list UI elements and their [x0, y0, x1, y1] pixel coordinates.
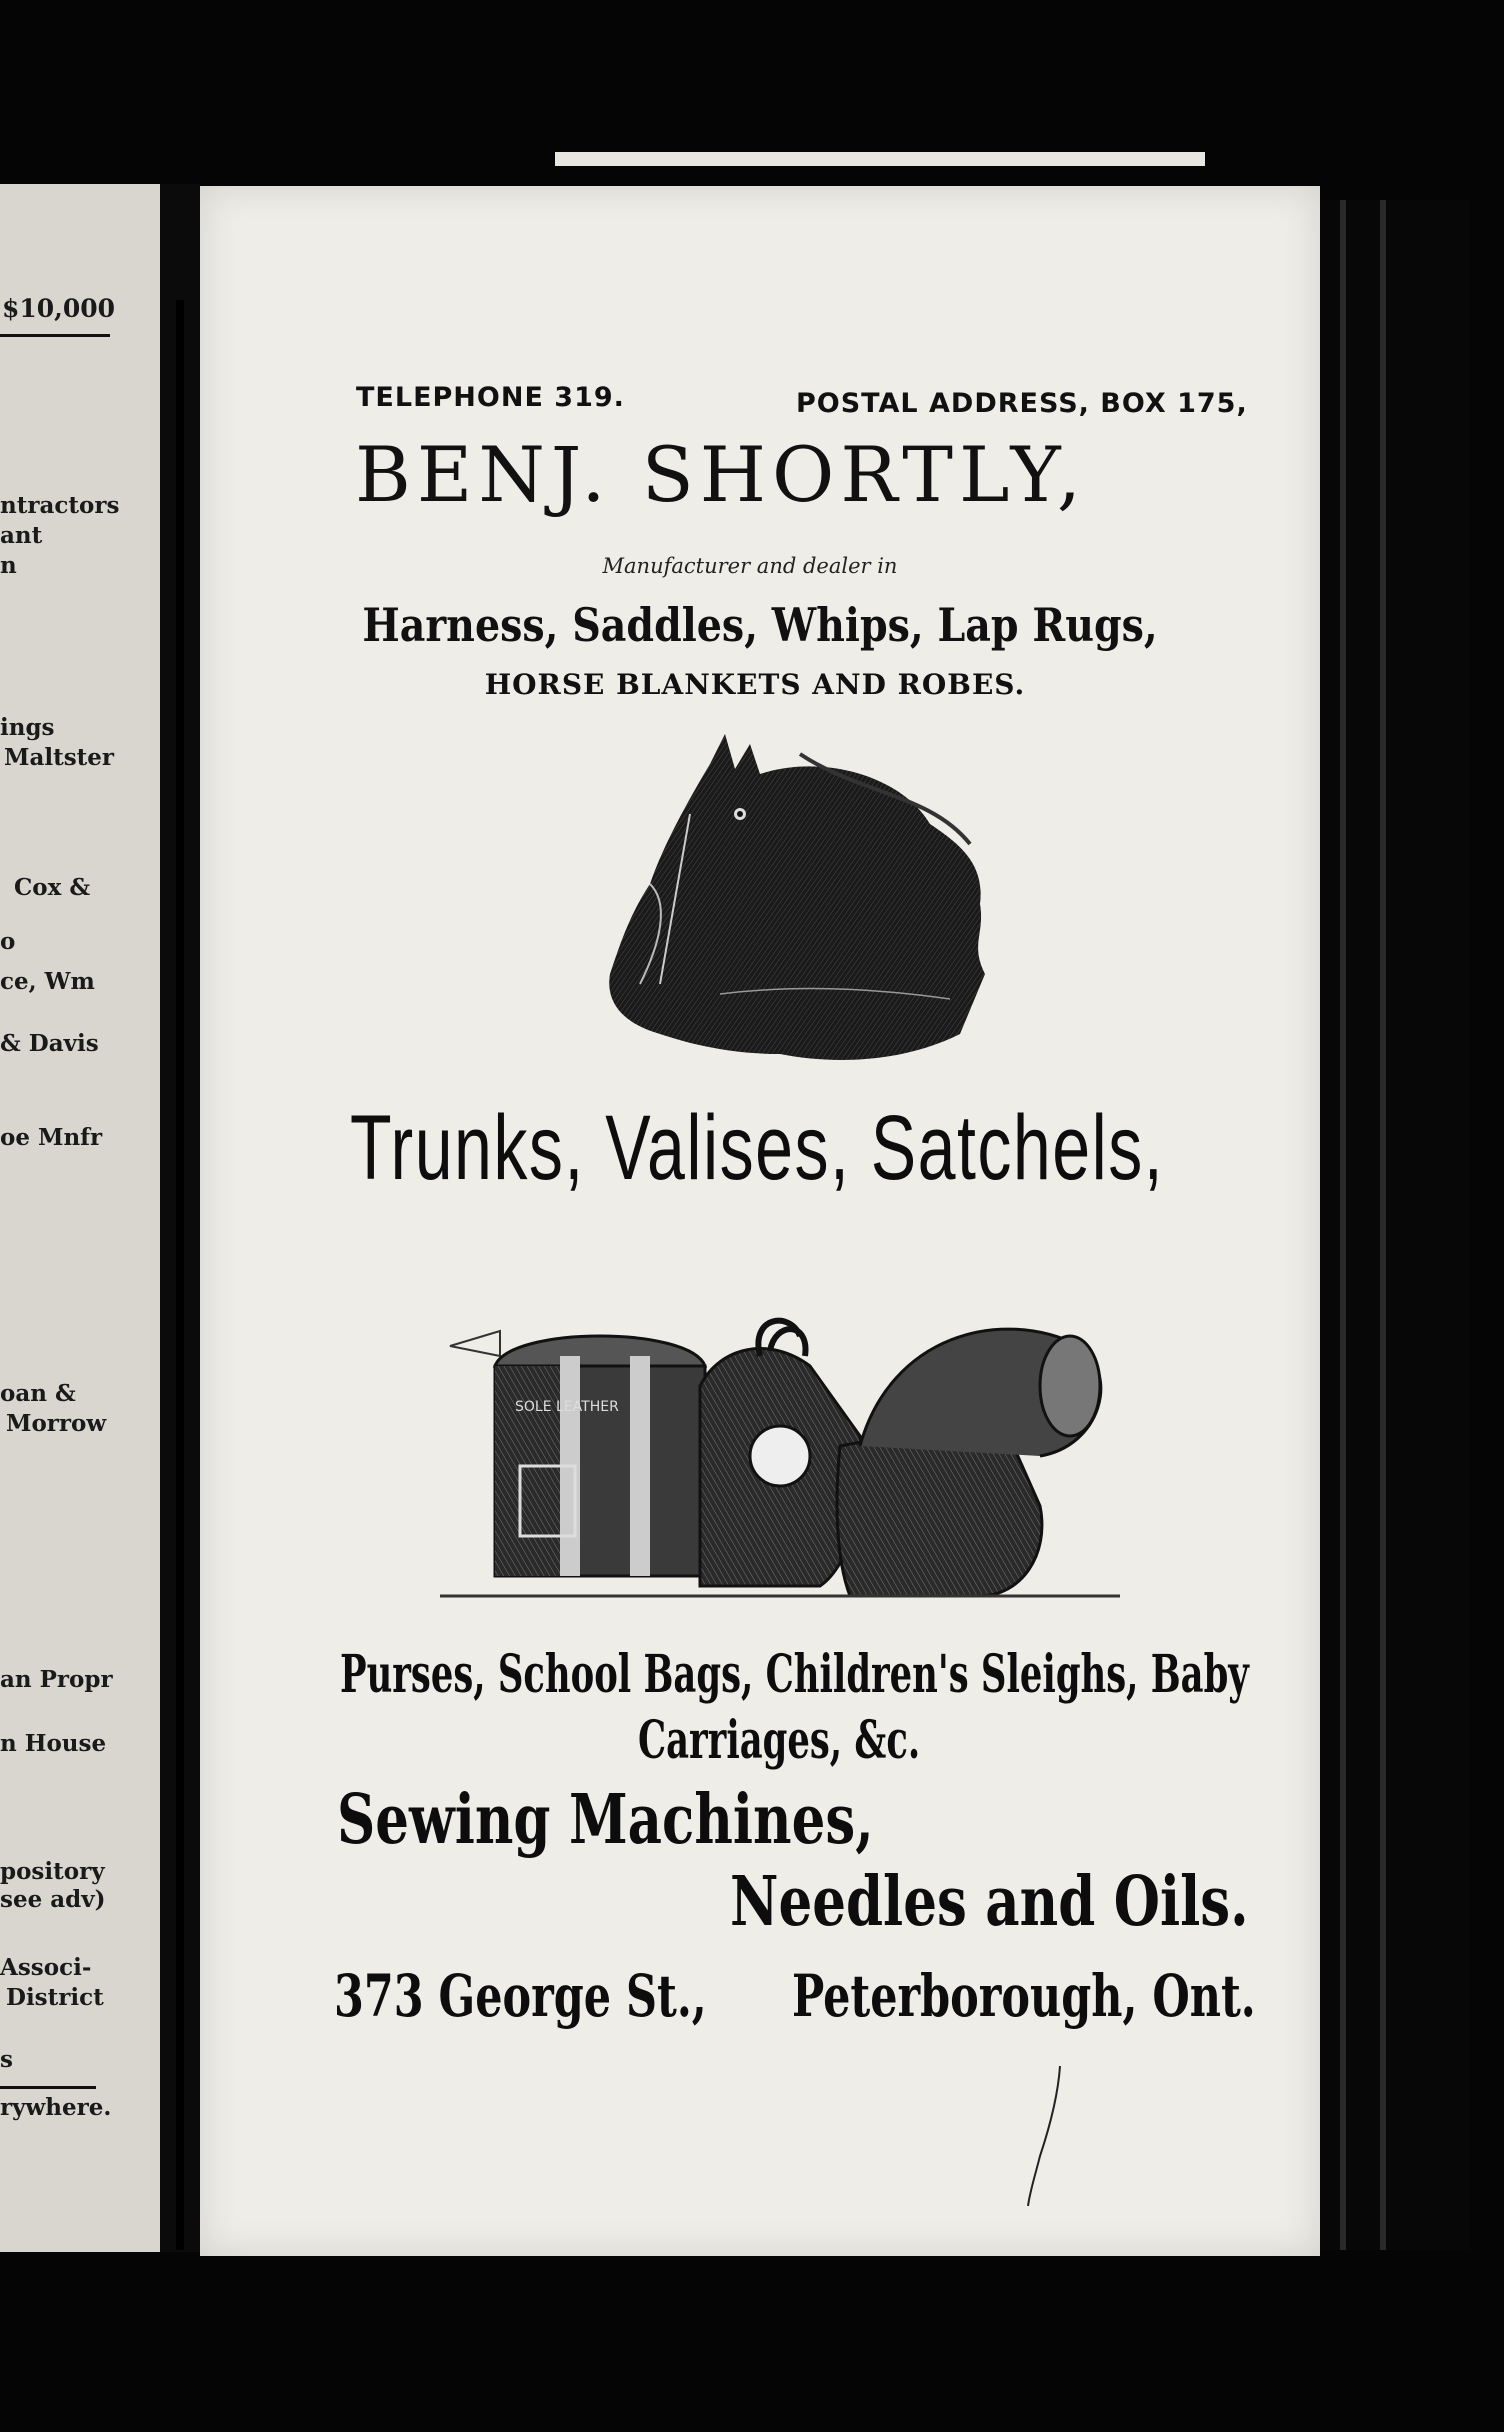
telephone-number: TELEPHONE 319. — [356, 382, 625, 413]
postal-address: POSTAL ADDRESS, BOX 175, — [796, 388, 1248, 419]
spine-line — [176, 300, 184, 2250]
left-page-line: Maltster — [4, 744, 115, 771]
left-page-line: oe Mnfr — [0, 1124, 103, 1151]
goods-line-harness: Harness, Saddles, Whips, Lap Rugs, — [362, 598, 1158, 652]
horse-head-illustration — [600, 734, 1020, 1074]
needles-oils-line: Needles and Oils. — [730, 1862, 1249, 1942]
trunks-headline: Trunks, Valises, Satchels, — [350, 1097, 1165, 1199]
left-page-line: an Propr — [0, 1666, 113, 1693]
left-page-line: Cox & — [14, 874, 91, 901]
goods-line-blankets: HORSE BLANKETS AND ROBES. — [484, 668, 1026, 701]
left-page-line: o — [0, 928, 16, 955]
scratch-mark — [1020, 2066, 1080, 2206]
edge-line — [1380, 200, 1386, 2250]
left-page-line: ant — [0, 522, 43, 549]
city-name: Peterborough, Ont. — [792, 1962, 1256, 2030]
left-page-rule — [0, 334, 110, 337]
advertisement-page — [200, 186, 1320, 2256]
left-page-line: $10,000 — [2, 294, 116, 323]
edge-line — [1340, 200, 1346, 2250]
left-page-line: see adv) — [0, 1886, 106, 1913]
luggage-illustration — [440, 1296, 1120, 1616]
left-page-line: & Davis — [0, 1030, 99, 1057]
left-page-line: Morrow — [6, 1410, 107, 1437]
page-top-strip — [555, 152, 1205, 166]
purses-line-continued: Carriages, &c. — [638, 1710, 921, 1771]
left-page-line: rywhere. — [0, 2094, 112, 2121]
left-page-line: s — [0, 2046, 13, 2073]
left-page-line: Associ- — [0, 1954, 92, 1981]
street-address: 373 George St., — [334, 1962, 707, 2030]
left-page-fragment — [0, 184, 160, 2252]
luggage-label: SOLE LEATHER — [515, 1399, 619, 1415]
left-page-line: District — [6, 1984, 104, 2011]
left-page-line: ings — [0, 714, 55, 741]
left-page-line: n House — [0, 1730, 107, 1757]
purses-line: Purses, School Bags, Children's Sleighs, Baby — [340, 1644, 1249, 1705]
business-name: BENJ. SHORTLY, — [355, 430, 1088, 519]
left-page-line: ce, Wm — [0, 968, 95, 995]
left-page-line: ntractors — [0, 492, 120, 519]
left-page-rule — [0, 2086, 96, 2089]
left-page-line: pository — [0, 1858, 105, 1885]
right-page-edge — [1320, 200, 1470, 2250]
left-page-line: oan & — [0, 1380, 76, 1407]
sewing-machines-line: Sewing Machines, — [337, 1780, 874, 1860]
business-subtitle: Manufacturer and dealer in — [602, 554, 898, 578]
left-page-line: n — [0, 552, 17, 579]
